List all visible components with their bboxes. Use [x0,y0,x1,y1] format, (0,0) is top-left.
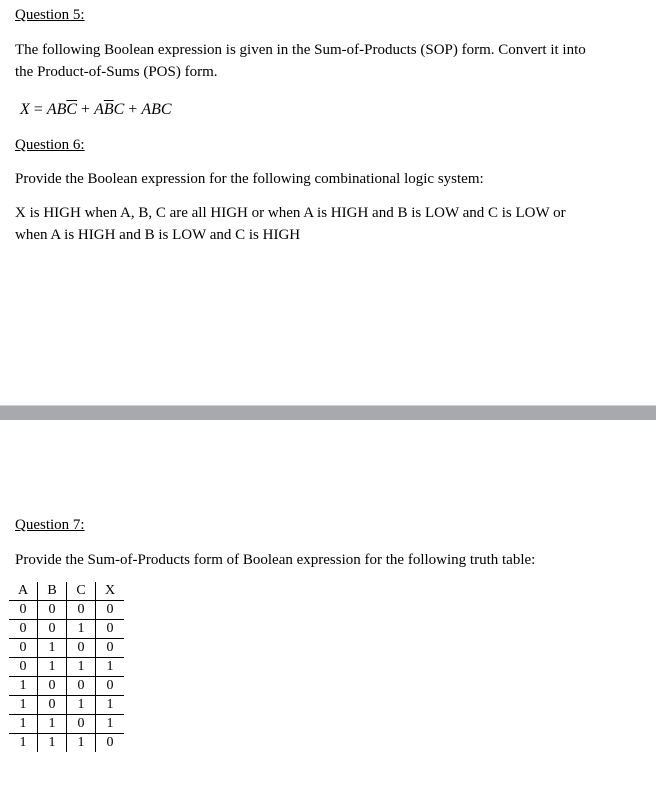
truth-table-header-b: B [38,582,67,601]
table-cell: 1 [38,658,67,677]
table-row [9,601,124,620]
table-cell: 0 [38,620,67,639]
truth-table-header-x: X [96,582,125,601]
page-separator [0,405,656,420]
document-page-2 [0,420,656,787]
table-row [9,715,124,734]
expr-term-1-c-bar: $\overline{C}$ [66,101,78,118]
table-cell: 0 [67,639,96,658]
expr-lhs: X [20,101,30,118]
table-cell: 0 [38,696,67,715]
table-cell: 0 [96,677,125,696]
question-7-prompt: Provide the Sum-of-Products form of Boolean expression for the following truth table: [15,552,536,568]
question-5-heading: Question 5: [15,7,85,23]
table-cell: 0 [67,677,96,696]
table-row [9,658,124,677]
table-cell: 1 [38,639,67,658]
question-6-prompt: Provide the Boolean expression for the following combinational logic system: [15,171,484,187]
question-6-text-line-1: X is HIGH when A, B, C are all HIGH or when A is HIGH and B is LOW and C is LOW or [15,205,566,221]
table-cell: 1 [19,735,27,750]
table-cell: 1 [38,715,67,734]
question-6-heading: Question 6: [15,137,85,153]
table-cell: 1 [96,696,125,715]
question-5-text-line-2: the Product-of-Sums (POS) form. [15,64,218,80]
truth-table-header-row [9,582,124,601]
table-cell: 0 [67,601,96,620]
table-cell: 1 [9,696,38,715]
table-cell: 0 [96,639,125,658]
table-row [9,620,124,639]
truth-table [9,582,124,752]
expr-term-2-a: A [94,101,104,118]
truth-table-header-a: A [9,582,38,601]
table-row [9,734,124,753]
table-cell: 1 [9,715,38,734]
question-7-heading: Question 7: [15,517,85,533]
question-6-text-line-2: when A is HIGH and B is LOW and C is HIGH [15,227,301,243]
table-cell: 1 [96,658,125,677]
table-cell: 1 [9,677,38,696]
expr-plus-2: + [128,101,138,118]
table-cell: 0 [96,620,125,639]
expr-term-1-ab: AB [46,101,67,118]
expr-term-2-b-bar: $\overline{B}$ [103,101,114,118]
table-cell: 0 [9,601,38,620]
question-5-text-line-1: The following Boolean expression is given in the Sum-of-Products (SOP) form. Convert it into [15,42,586,58]
table-cell: 0 [96,601,125,620]
expr-term-3: ABC [141,101,172,118]
table-cell: 0 [9,639,38,658]
boolean-expression [20,100,172,120]
table-cell: 0 [38,601,67,620]
table-row [9,696,124,715]
table-cell: 1 [67,696,96,715]
expr-equals: = [33,101,43,118]
truth-table-header-c: C [67,582,96,601]
table-row [9,677,124,696]
expr-term-2-c: C [113,101,125,118]
table-row [9,639,124,658]
table-cell: 1 [38,734,67,753]
table-cell: 0 [9,658,38,677]
table-cell: 1 [67,734,96,753]
table-cell: 1 [96,715,125,734]
table-cell: 1 [67,658,96,677]
table-cell: 0 [67,715,96,734]
table-cell: 0 [96,734,125,753]
table-cell: 0 [9,620,38,639]
table-cell: 1 [67,620,96,639]
table-cell: 0 [38,677,67,696]
expr-plus-1: + [81,101,91,118]
